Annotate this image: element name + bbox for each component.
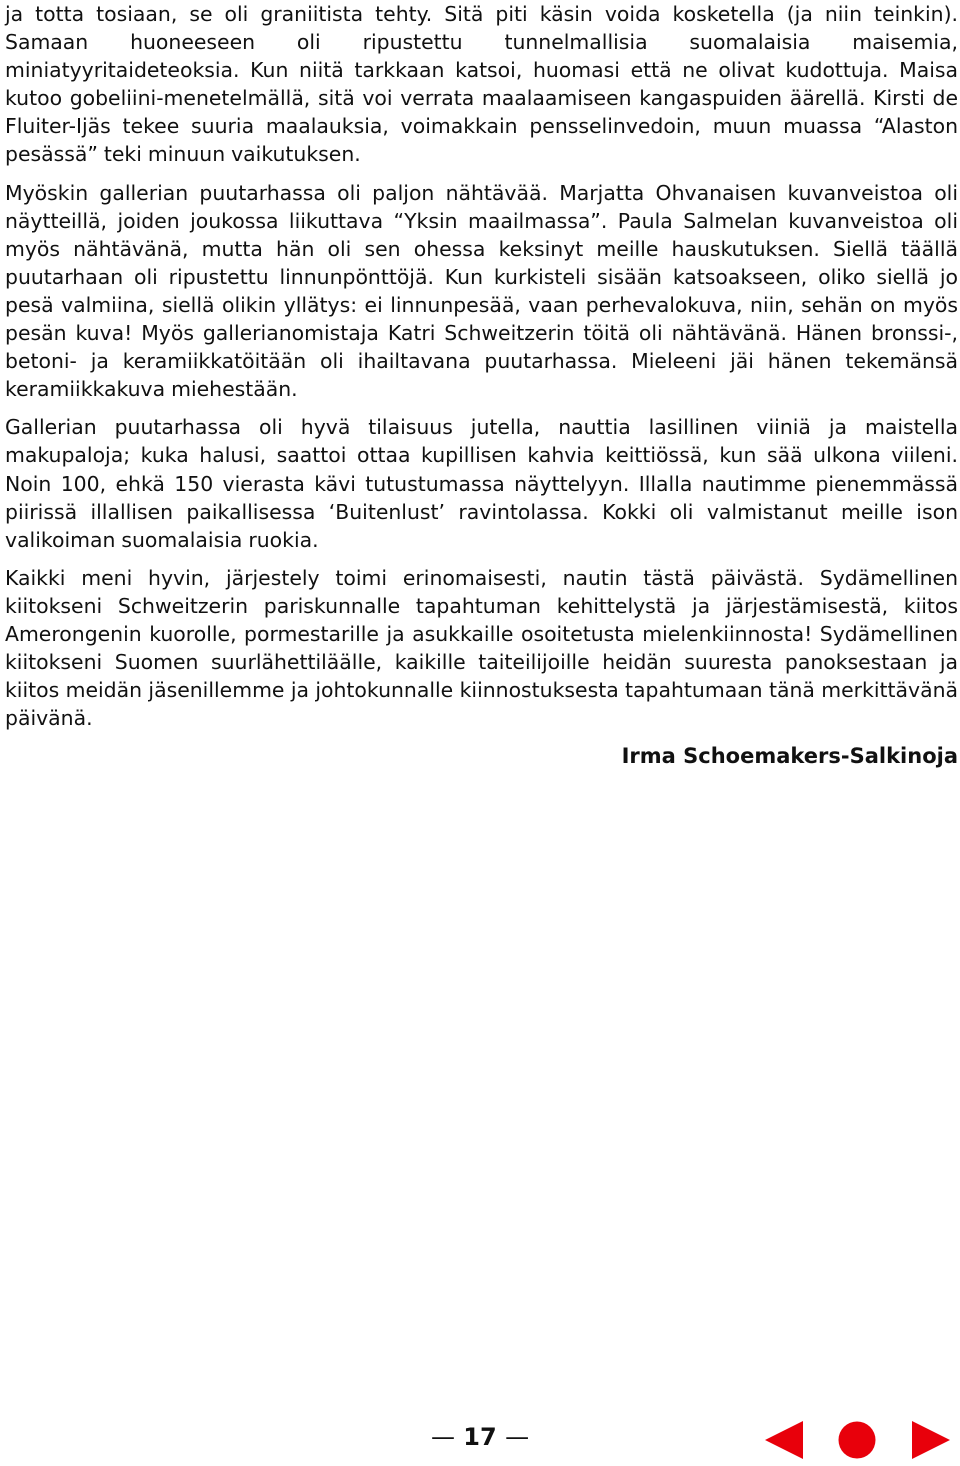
triangle-right-icon	[912, 1421, 950, 1459]
paragraph-artists-interior: ja totta tosiaan, se oli graniitista tehty. Sitä piti käsin voida kosketella (ja niin teinkin). Samaan huoneeseen oli ripustettu tunnelmallisia suomalaisia maisemia, miniatyyritaideteoksia. Kun niitä tarkkaan katsoi, huomasi että ne olivat kudottuja. Maisa kutoo gobeliini-menetelmällä, sitä voi verrata maalaamiseen kangaspuiden äärellä. Kirsti de Fluiter-Ijäs tekee suuria maalauksia, voimakkain pensselinvedoin, muun muassa “Alaston pesässä” teki minuun vaikutuksen.	[5, 2, 958, 167]
home-button[interactable]	[838, 1421, 876, 1459]
author-signature: Irma Schoemakers-Salkinoja	[621, 744, 958, 769]
page-number-dash-right: —	[505, 1423, 530, 1451]
triangle-left-icon	[765, 1421, 803, 1459]
previous-page-button[interactable]	[765, 1421, 803, 1459]
paragraph-garden-reception: Gallerian puutarhassa oli hyvä tilaisuus jutella, nauttia lasillinen viiniä ja maistella makupaloja; kuka halusi, saattoi ottaa kupillisen kahvia keittiössä, kun sää ulkona viileni. Noin 100, ehkä 150 vierasta kävi tutustumassa näyttelyyn. Illalla nautimme pienemmässä piirissä illallisen paikallisessa ‘Buitenlust’ ravintolassa. Kokki oli valmistanut meille ison valikoiman suomalaisia ruokia.	[5, 415, 958, 552]
paragraph-thanks: Kaikki meni hyvin, järjestely toimi erinomaisesti, nautin tästä päivästä. Sydämellinen kiitokseni Schweitzerin pariskunnalle tapahtuman kehittelystä ja järjestämisestä, kiitos Amerongenin kuorolle, pormestarille ja asukkaille osoitetusta mielenkiinnosta! Sydämellinen kiitokseni Suomen suurlähettiläälle, kaikille taiteilijoille heidän suuresta panoksestaan ja kiitos meidän jäsenillemme ja johtokunnalle kiinnostuksesta tapahtumaan tänä merkittävänä päivänä.	[5, 565, 958, 731]
article-body	[5, 0, 958, 770]
paragraph-garden-sculptures: Myöskin gallerian puutarhassa oli paljon nähtävää. Marjatta Ohvanaisen kuvanveistoa oli näytteillä, joiden joukossa liikuttava “Yksin maailmassa”. Paula Salmelan kuvanveistoa oli myös nähtävänä, mutta hän oli sen ohessa keksinyt meille hauskutuksen. Siellä täällä puutarhaan oli ripustettu linnunpönttöjä. Kun kurkisteli sisään katsoakseen, oliko siellä jo pesä valmiina, siellä olikin yllätys: ei linnunpesää, vaan perhevalokuva, niin, sehän on myös pesän kuva! Myös gallerianomistaja Katri Schweitzerin töitä oli nähtävänä. Hänen bronssi-, betoni- ja keramiikkatöitään oli ihailtavana puutarhassa. Mieleeni jäi hänen tekemänsä keramiikkakuva miehestään.	[5, 180, 958, 402]
next-page-button[interactable]	[912, 1421, 950, 1459]
page-number-dash-left: —	[430, 1423, 455, 1451]
page-number-value: 17	[463, 1423, 497, 1451]
circle-icon	[838, 1421, 876, 1459]
page-footer	[0, 1412, 960, 1466]
page-number	[430, 1420, 530, 1454]
